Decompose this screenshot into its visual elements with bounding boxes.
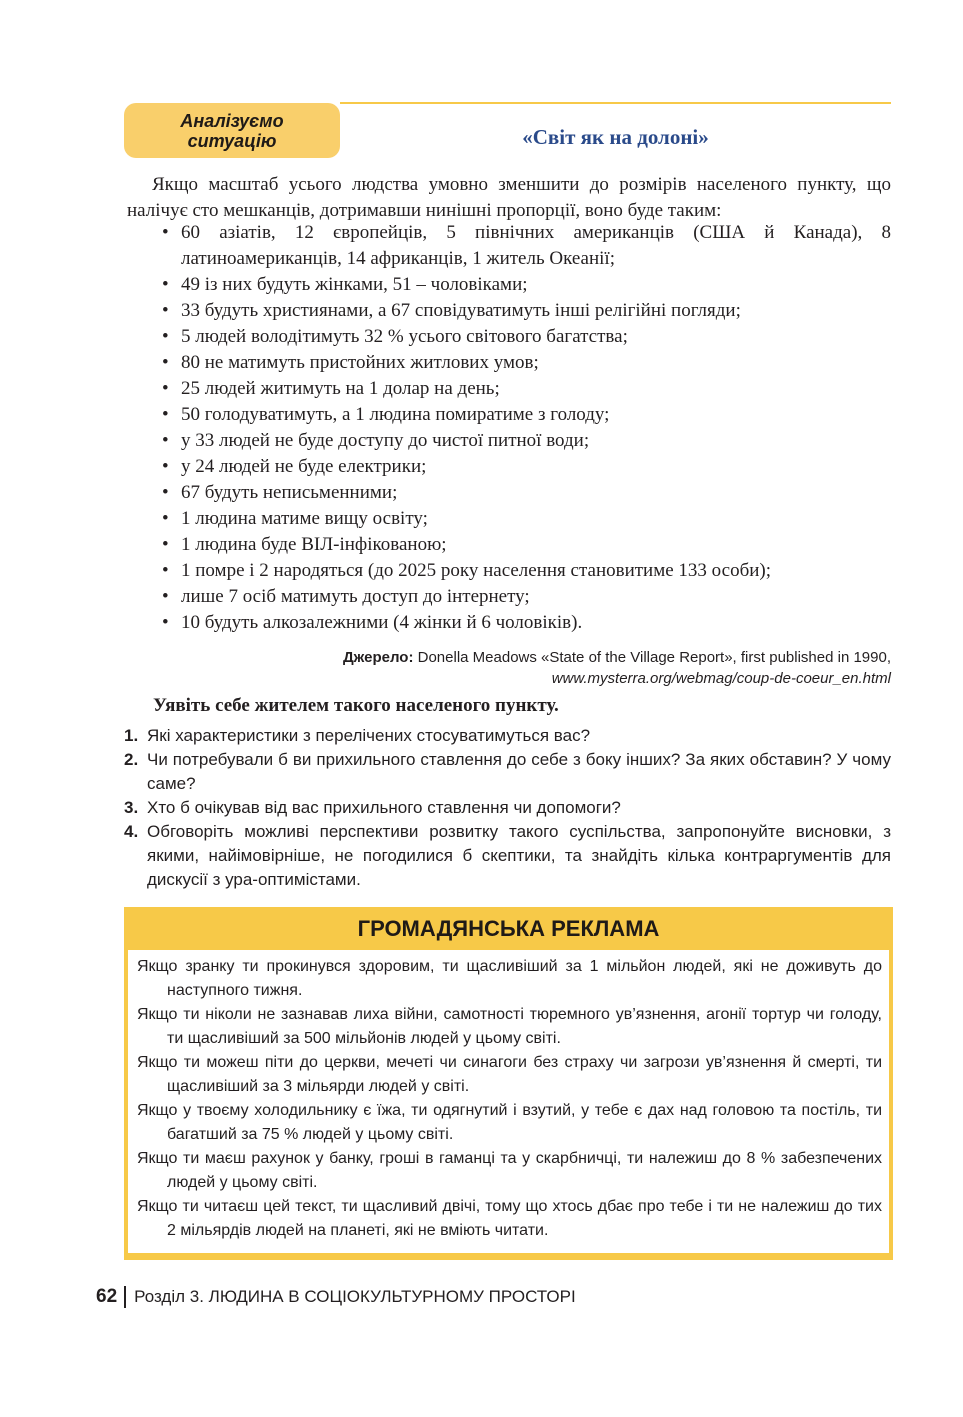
- list-item: • 80 не матимуть пристойних житлових умов;: [160, 350, 891, 376]
- task-heading: Уявіть себе жителем такого населеного пункту.: [153, 695, 559, 716]
- source-url: www.mysterra.org/webmag/coup-de-coeur_en.html: [551, 670, 891, 687]
- question-item: [124, 724, 891, 748]
- question-item: [124, 820, 891, 892]
- question-item: [124, 748, 891, 796]
- civic-ad-title: ГРОМАДЯНСЬКА РЕКЛАМА: [357, 916, 660, 941]
- list-item: Якщо ти ніколи не зазнавав лиха війни, самотності тюремного ув’язнення, агонії тортур чи голоду, ти щасливіший за 500 мільйонів людей у цьому світі.: [137, 1006, 882, 1047]
- question-number: 3.: [124, 798, 139, 817]
- list-item: • 10 будуть алкозалежними (4 жінки й 6 чоловіків).: [160, 610, 891, 636]
- header-rule: [340, 102, 891, 104]
- list-item: • 25 людей житимуть на 1 долар на день;: [160, 376, 891, 402]
- question-text: Які характеристики з перелічених стосуватимуться вас?: [147, 726, 591, 745]
- list-item: Якщо у твоєму холодильнику є їжа, ти одягнутий і взутий, у тебе є дах над головою та постіль, ти багатший за 75 % людей у цьому світі.: [137, 1102, 882, 1143]
- civic-ad-list: [137, 955, 882, 1243]
- list-item: • 1 людина матиме вищу освіту;: [160, 506, 891, 532]
- question-text: Хто б очікував від вас прихильного ставлення чи допомоги?: [147, 798, 621, 817]
- intro-text: Якщо масштаб усього людства умовно зменшити до розмірів населеного пункту, що налічує сто мешканців, дотримавши нинішні пропорції, воно буде таким:: [127, 174, 891, 221]
- page-number: 62: [96, 1286, 118, 1307]
- questions-list: [124, 724, 891, 892]
- page-footer: [96, 1286, 576, 1308]
- question-text: Обговоріть можливі перспективи розвитку такого суспільства, запропонуйте висновки, з якими, найімовірніше, не погодилися б скептики, та знайдіть кілька контраргументів для дискусії з ура-оптимістами.: [147, 822, 891, 889]
- question-item: [124, 796, 891, 820]
- question-number: 4.: [124, 822, 139, 841]
- source-text: Donella Meadows «State of the Village Report», first published in 1990,: [413, 649, 891, 666]
- list-item: Якщо ти читаєш цей текст, ти щасливий двічі, тому що хтось дбає про тебе і ти не належиш до тих 2 мільярдів людей на планеті, які не вміють читати.: [137, 1198, 882, 1239]
- civic-ad-box: [124, 907, 893, 1260]
- list-item: • лише 7 осіб матимуть доступ до інтернету;: [160, 584, 891, 610]
- list-item: • 67 будуть неписьменними;: [160, 480, 891, 506]
- list-item: Якщо ти можеш піти до церкви, мечеті чи синагоги без страху чи загрози ув’язнення й смерті, ти щасливіший за 3 мільярди людей у світі.: [137, 1054, 882, 1095]
- question-number: 1.: [124, 726, 139, 745]
- facts-list: [160, 220, 891, 636]
- section-tab: [124, 103, 340, 158]
- question-number: 2.: [124, 750, 139, 769]
- list-item: • 1 помре і 2 народяться (до 2025 року населення становитиме 133 особи);: [160, 558, 891, 584]
- footer-divider: [124, 1286, 126, 1308]
- list-item: • 5 людей володітимуть 32 % усього світового багатства;: [160, 324, 891, 350]
- list-item: Якщо ти маєш рахунок у банку, гроші в гаманці та у скарбничці, ти належиш до 8 % забезпечених людей у цьому світі.: [137, 1150, 882, 1191]
- list-item: • 49 із них будуть жінками, 51 – чоловіками;: [160, 272, 891, 298]
- list-item: • у 24 людей не буде електрики;: [160, 454, 891, 480]
- source-citation: [300, 647, 891, 689]
- section-title: Розділ 3. ЛЮДИНА В СОЦІОКУЛЬТУРНОМУ ПРОСТОРІ: [134, 1287, 576, 1306]
- tab-line-1: Аналізуємо: [180, 110, 284, 131]
- case-title: «Світ як на долоні»: [522, 125, 709, 149]
- civic-ad-content: [128, 950, 889, 1253]
- list-item: • у 33 людей не буде доступу до чистої питної води;: [160, 428, 891, 454]
- list-item: Якщо зранку ти прокинувся здоровим, ти щасливіший за 1 мільйон людей, які не доживуть до наступного тижня.: [137, 958, 882, 999]
- list-item: • 50 голодуватимуть, а 1 людина помиратиме з голоду;: [160, 402, 891, 428]
- source-label: Джерело:: [343, 649, 414, 666]
- list-item: • 60 азіатів, 12 європейців, 5 північних американців (США й Канада), 8 латиноамериканців, 14 африканців, 1 житель Океанії;: [160, 220, 891, 272]
- tab-line-2: ситуацію: [187, 130, 277, 151]
- intro-paragraph: [127, 172, 891, 224]
- list-item: • 1 людина буде ВІЛ-інфікованою;: [160, 532, 891, 558]
- list-item: • 33 будуть християнами, а 67 сповідуватимуть інші релігійні погляди;: [160, 298, 891, 324]
- question-text: Чи потребували б ви прихильного ставлення до себе з боку інших? За яких обставин? У чому саме?: [147, 750, 891, 793]
